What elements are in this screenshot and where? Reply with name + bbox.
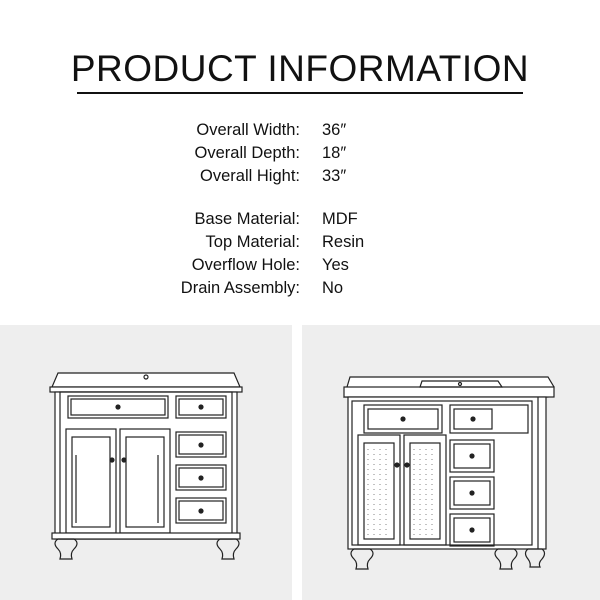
spec-label: Overflow Hole: [191,256,300,274]
spec-value: Yes [322,256,349,274]
spec-row-depth [0,144,600,166]
spec-value: 33″ [322,167,347,185]
spec-value: Resin [322,233,365,251]
spec-value: 36″ [322,121,347,139]
spec-row-height [0,167,600,189]
spec-row-overflow-hole [0,256,600,278]
spec-row-base-material [0,210,600,232]
spec-row-width [0,121,600,143]
spec-row-drain-assembly [0,279,600,301]
spec-value: 18″ [322,144,347,162]
spec-label: Top Material: [205,233,300,251]
title-underline [77,92,523,94]
spec-label: Overall Width: [196,121,300,139]
page-title: PRODUCT INFORMATION [70,48,530,89]
spec-label: Base Material: [194,210,300,228]
spec-label: Overall Depth: [194,144,300,162]
spec-value: No [322,279,344,297]
spec-label: Overall Hight: [200,167,300,185]
spec-value: MDF [322,210,358,228]
spec-row-top-material [0,233,600,255]
vanity-perspective-drawing [302,325,600,600]
front-view-panel [0,325,292,600]
perspective-view-panel [302,325,600,600]
spec-label: Drain Assembly: [180,279,300,297]
vanity-front-drawing [0,325,292,600]
